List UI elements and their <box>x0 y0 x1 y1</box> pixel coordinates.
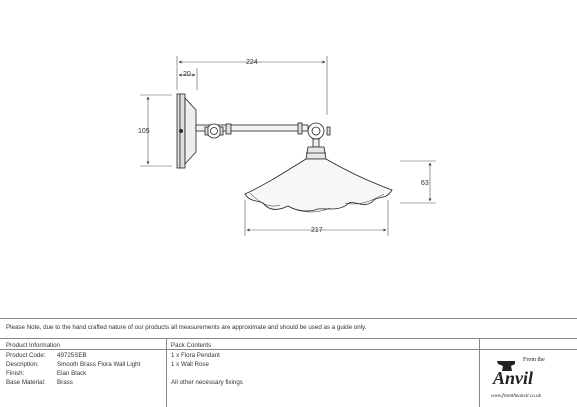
product-info-row <box>6 351 140 360</box>
product-info-table <box>6 351 140 387</box>
product-info-row <box>6 378 140 387</box>
product-info-row <box>6 360 140 369</box>
measurement-note: Please Note, due to the hand crafted nature of our products all measurements are approximate and should be used as a guide only. <box>6 324 367 331</box>
column-divider <box>479 339 480 407</box>
from-the-anvil-logo <box>485 349 575 405</box>
product-info-heading: Product Information <box>6 342 60 349</box>
pack-item-spacer <box>171 369 243 378</box>
dim-label-20: 20 <box>183 71 191 78</box>
description-label: Description: <box>6 361 39 368</box>
dim-label-217: 217 <box>311 227 323 234</box>
product-code-label: Product Code: <box>6 352 46 359</box>
pack-contents-list <box>171 351 243 387</box>
dim-label-224: 224 <box>246 59 258 66</box>
wall-light-drawing <box>177 94 392 212</box>
pack-item: 1 x Flora Pendant <box>171 352 220 359</box>
base-material-label: Base Material: <box>6 379 46 386</box>
description-value: Smooth Brass Flora Wall Light <box>57 361 141 368</box>
title-block <box>0 318 577 407</box>
product-code-value: 49725SEB <box>57 352 87 359</box>
pack-item: 1 x Wall Rose <box>171 361 209 368</box>
divider <box>0 338 577 339</box>
logo-brand: Anvil <box>493 368 534 388</box>
dimension-63 <box>400 161 436 203</box>
dim-label-63: 63 <box>421 180 429 187</box>
finish-value: Elan Black <box>57 370 87 377</box>
base-material-value: Brass <box>57 379 73 386</box>
product-info-row <box>6 369 140 378</box>
dim-label-105: 105 <box>138 128 150 135</box>
finish-label: Finish: <box>6 370 25 377</box>
pack-contents-heading: Pack Contents <box>171 342 212 349</box>
logo-url: www.fromtheanvil.co.uk <box>491 393 541 399</box>
logo-tagline: From the <box>523 357 545 363</box>
column-divider <box>166 339 167 407</box>
pack-item: All other necessary fixings <box>171 379 243 386</box>
